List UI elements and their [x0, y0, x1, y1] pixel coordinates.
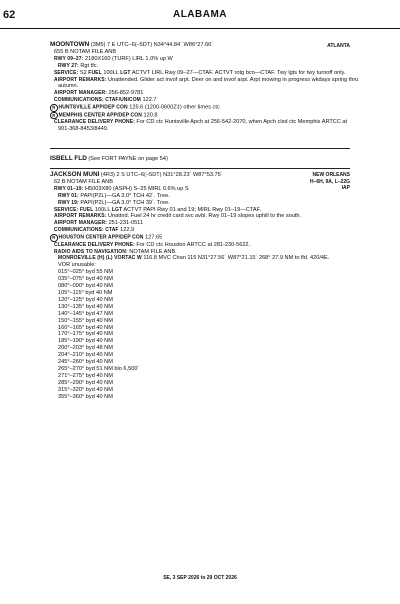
- airport-name: MOONTOWN: [50, 41, 90, 48]
- runway-text: H5003X80 (ASPH) S–25 MIRL 0.6% up S: [85, 185, 189, 192]
- lighting-text: ACTVT PAPI Rwy 01 and 19; MIRL Rwy 01–19—CTAF.: [123, 206, 261, 213]
- section-divider: [50, 148, 350, 149]
- jackson-iap: IAP: [341, 185, 350, 191]
- vor-restriction-item: 170°–175° byd 40 NM: [58, 331, 113, 338]
- runway-text: 2180X160 (TURF) LIRL 1.0% up W: [85, 55, 173, 62]
- runway-end-label: RWY 01:: [58, 192, 79, 199]
- lighting-label: LGT: [111, 206, 123, 213]
- vor-restriction-item: 035°–075° byd 40 NM: [58, 276, 113, 283]
- vor-restriction-item: 355°–360° byd 40 NM: [58, 393, 113, 400]
- service-code: S2: [79, 69, 87, 76]
- runway-end-text: PAPI(P2L)—GA 3.0° TCH 39´. Tree.: [80, 199, 170, 206]
- moontown-entry: [50, 41, 359, 133]
- service-label: SERVICE:: [54, 206, 79, 213]
- clearance-label: CLEARANCE DELIVERY PHONE:: [54, 241, 135, 248]
- page-footer: SE, 3 SEP 2026 to 29 OCT 2026: [163, 575, 237, 581]
- moontown-region: ATLANTA: [327, 43, 350, 49]
- clearance-text-cont: 901-368-8453/8449.: [58, 126, 109, 133]
- page-number: 62: [3, 9, 16, 21]
- manager-label: AIRPORT MANAGER:: [54, 90, 107, 97]
- remarks-text: Unattended. Glider act invof arpt. Deer on and invof arpt. Arpt mowing in progress wkdays spring thru: [108, 76, 359, 83]
- vor-unusable-label: VOR unusable:: [58, 262, 96, 269]
- vor-restriction-item: 015°–025° byd 55 NM: [58, 269, 113, 276]
- airport-header-info: (4R3) 2 S UTC–6(–5DT) N31°28.23´ W87°53.75´: [100, 172, 223, 178]
- vor-restriction-item: 080°–090° byd 40 NM: [58, 283, 113, 290]
- fuel-label: FUEL: [79, 206, 94, 213]
- isbell-entry: [50, 156, 350, 163]
- cross-reference: (See FORT PAYNE on page 54): [88, 156, 168, 162]
- service-label: SERVICE:: [54, 69, 79, 76]
- runway-end-label: RWY 27:: [58, 62, 79, 69]
- vor-restriction-item: 285°–290° byd 40 NM: [58, 379, 113, 386]
- vor-restriction-item: 105°–115° byd 40 NM: [58, 290, 113, 296]
- jackson-region: NEW ORLEANS: [312, 172, 350, 178]
- remarks-label: AIRPORT REMARKS:: [54, 213, 107, 220]
- radio-aids-text: NOTAM FILE ANB.: [129, 248, 177, 255]
- radar-r-icon: R: [50, 104, 58, 112]
- communications-label: COMMUNICATIONS: CTAF/UNICOM: [54, 97, 141, 104]
- manager-label: AIRPORT MANAGER:: [54, 220, 107, 227]
- vor-restriction-item: 150°–155° byd 40 NM: [58, 317, 113, 324]
- vor-restriction-item: 265°–270° byd 51 NM blo 6,500´: [58, 365, 140, 372]
- page-header: [0, 0, 400, 28]
- vor-restriction-item: 185°–190° byd 40 NM: [58, 338, 113, 345]
- vor-restriction-item: 130°–135° byd 40 NM: [58, 303, 113, 310]
- clearance-label: CLEARANCE DELIVERY PHONE:: [54, 119, 135, 126]
- center-label: HOUSTON CENTER APP/DEP CON: [58, 234, 144, 241]
- radar-r-icon: R: [50, 112, 58, 120]
- remarks-label: AIRPORT REMARKS:: [54, 76, 107, 83]
- vor-restriction-item: 160°–165° byd 40 NM: [58, 324, 113, 331]
- ctaf-frequency: 122.7: [142, 97, 157, 104]
- vortac-text: 116.8 MVC Chan 115 N31°27.56´ W87°21.15´ 268° 27.9 NM to fld. 420/4E.: [143, 255, 330, 262]
- fuel-label: FUEL: [88, 69, 102, 76]
- jackson-charts: H–6H, 9A, L–22G: [309, 178, 350, 185]
- airport-info-line: 655 B NOTAM FILE ANB: [54, 48, 117, 55]
- ctaf-frequency: 122.9: [120, 227, 135, 234]
- runway-end-text: Rgt tfc.: [80, 62, 99, 69]
- section-divider: [50, 168, 350, 169]
- jackson-entry: [50, 172, 350, 401]
- approach-text: 125.6 (1200-0600Z‡) other times ctc: [129, 104, 220, 111]
- vor-restriction-item: 271°–275° byd 40 NM: [58, 372, 113, 379]
- clearance-text: For CD ctc Huntsville Apch at 256-542-2070, when Apch clsd ctc Memphis ARTCC at: [136, 119, 348, 126]
- state-title: ALABAMA: [172, 9, 228, 20]
- airport-name: ISBELL FLD: [50, 155, 87, 162]
- header-rule: [0, 28, 400, 29]
- lighting-label: LGT: [120, 69, 131, 76]
- vor-restriction-item: 140°–145° byd 47 NM: [58, 310, 113, 317]
- center-frequency: 120.8: [143, 112, 158, 119]
- communications-label: COMMUNICATIONS: CTAF: [54, 227, 119, 234]
- vor-restriction-item: 120°–125° byd 40 NM: [58, 296, 113, 303]
- remarks-text: Unattnd. Fuel 24 hr credit card svc avbl. Rwy 01–19 slopes uphill to the south.: [108, 213, 302, 220]
- center-label: MEMPHIS CENTER APP/DEP CON: [58, 112, 142, 119]
- runway-end-text: PAPI(P2L)—GA 3.0° TCH 42´. Tree.: [80, 192, 170, 199]
- center-frequency: 127.65: [145, 234, 163, 241]
- fuel-text: 100LL: [103, 69, 119, 76]
- radio-aids-label: RADIO AIDS TO NAVIGATION:: [54, 248, 128, 255]
- airport-header-info: (3M5) 7 E UTC–6(–5DT) N34°44.84´ W86°27.66´: [90, 42, 214, 48]
- lighting-text: ACTVT LIRL Rwy 09–27—CTAF. ACTVT rotg bcn—CTAF. Twy lgts for twy turnoff only.: [131, 69, 346, 76]
- remarks-text-cont: autumn.: [58, 83, 79, 90]
- manager-phone: 251-231-0511: [108, 220, 143, 227]
- vor-unusable-list: [50, 269, 350, 400]
- airport-name: JACKSON MUNI: [50, 171, 100, 178]
- airport-info-line: 62 B NOTAM FILE ANB: [54, 178, 113, 185]
- approach-label: HUNTSVILLE APP/DEP CON: [58, 104, 128, 111]
- vortac-label: MONROEVILLE (H) (L) VORTAC W: [58, 255, 142, 262]
- runway-label: RWY 09–27:: [54, 55, 84, 62]
- runway-label: RWY 01–19:: [54, 185, 84, 192]
- clearance-text: For CD ctc Houston ARTCC at 281-230-5622.: [136, 241, 251, 248]
- vor-restriction-item: 204°–210° byd 40 NM: [58, 352, 113, 359]
- vor-restriction-item: 315°–320° byd 40 NM: [58, 386, 113, 393]
- manager-phone: 256-852-9781: [108, 90, 144, 97]
- fuel-text: 100LL: [94, 206, 111, 213]
- vor-restriction-item: 200°–203° byd 48 NM: [58, 345, 113, 352]
- radar-r-icon: R: [50, 234, 58, 242]
- vor-restriction-item: 245°–260° byd 40 NM: [58, 359, 113, 366]
- runway-end-label: RWY 19:: [58, 199, 79, 206]
